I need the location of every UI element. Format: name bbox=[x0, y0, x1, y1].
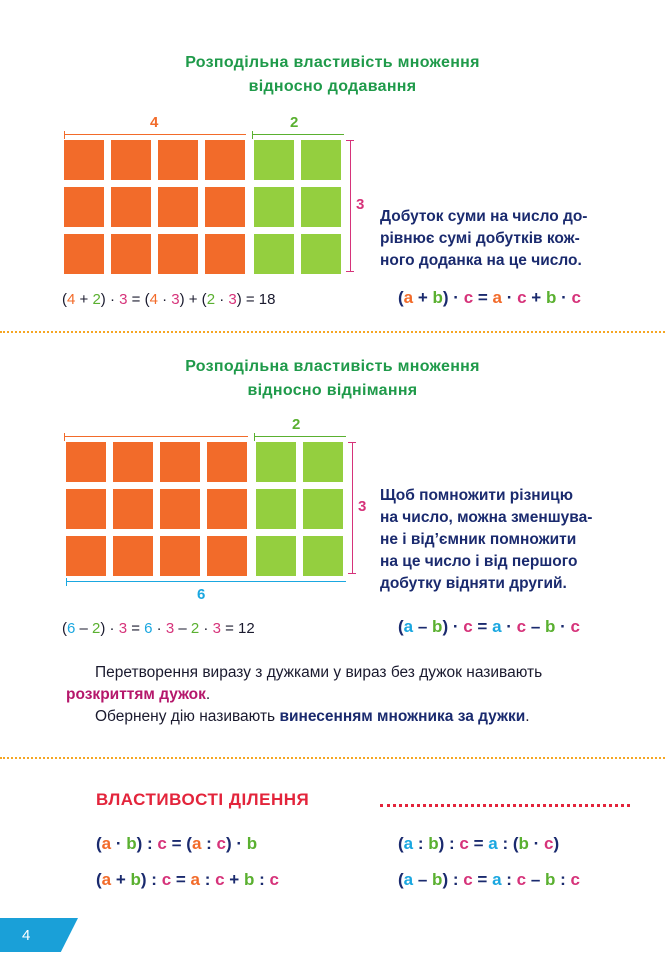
orange-square bbox=[66, 442, 106, 482]
divider-dotted-1 bbox=[0, 331, 665, 333]
ruler-top-orange-2 bbox=[64, 436, 248, 437]
ruler-side-pink-2 bbox=[352, 442, 353, 574]
label-top-2: 2 bbox=[290, 114, 299, 131]
green-square bbox=[254, 187, 294, 227]
orange-square bbox=[207, 489, 247, 529]
division-heading: ВЛАСТИВОСТІ ДІЛЕННЯ bbox=[96, 790, 310, 809]
orange-square bbox=[158, 234, 198, 274]
orange-square bbox=[66, 536, 106, 576]
divider-dotted-2 bbox=[0, 757, 665, 759]
page-number: 4 bbox=[22, 927, 31, 944]
page-number-tab bbox=[0, 918, 78, 952]
paragraph-line1: Перетворення виразу з дужками у вираз без дужок називають bbox=[95, 664, 543, 681]
orange-square bbox=[160, 536, 200, 576]
green-square bbox=[303, 536, 343, 576]
ruler-top-green-2 bbox=[254, 436, 346, 437]
orange-square bbox=[64, 187, 104, 227]
identity-subtraction: (a – b) · c = a · c – b · c bbox=[398, 617, 580, 636]
orange-square bbox=[207, 442, 247, 482]
rule-line: на число, можна зменшува- bbox=[380, 509, 593, 526]
orange-square bbox=[158, 140, 198, 180]
ruler-bottom-blue bbox=[66, 581, 346, 582]
ruler-side-tick-bottom-2 bbox=[348, 573, 356, 574]
green-square bbox=[301, 187, 341, 227]
green-square bbox=[256, 489, 296, 529]
orange-square bbox=[158, 187, 198, 227]
ruler-side-tick-top bbox=[346, 140, 354, 141]
section2-title-line1: Розподільна властивість множення bbox=[185, 358, 480, 375]
orange-square bbox=[160, 489, 200, 529]
ruler-top-orange bbox=[64, 134, 246, 135]
green-square bbox=[301, 234, 341, 274]
example-addition: (4 + 2) · 3 = (4 · 3) + (2 · 3) = 18 bbox=[62, 291, 276, 308]
term-opening-brackets: розкриттям дужок bbox=[66, 686, 206, 703]
paragraph-line2: Обернену дію називають винесенням множника за дужки. bbox=[95, 708, 530, 725]
rule-line: добутку відняти другий. bbox=[380, 575, 567, 592]
orange-square bbox=[207, 536, 247, 576]
example-subtraction: (6 – 2) · 3 = 6 · 3 – 2 · 3 = 12 bbox=[62, 620, 255, 637]
orange-square bbox=[205, 187, 245, 227]
orange-square bbox=[113, 489, 153, 529]
rule-line: рівнює сумі добутків кож- bbox=[380, 230, 580, 247]
heading-dots bbox=[380, 804, 630, 807]
label-top-2-s2: 2 bbox=[292, 416, 301, 433]
division-formula-2: (a : b) : c = a : (b · c) bbox=[398, 834, 560, 853]
section1-title-line2: відносно додавання bbox=[248, 78, 417, 95]
ruler-side-tick-bottom bbox=[346, 271, 354, 272]
green-square bbox=[303, 489, 343, 529]
area-model-addition bbox=[64, 140, 344, 274]
orange-square bbox=[113, 442, 153, 482]
division-formula-4: (a – b) : c = a : c – b : c bbox=[398, 870, 580, 889]
orange-square bbox=[64, 140, 104, 180]
paragraph-line1b: розкриттям дужок. bbox=[66, 686, 211, 703]
orange-square bbox=[111, 187, 151, 227]
orange-square bbox=[64, 234, 104, 274]
rule-line: Добуток суми на число до- bbox=[380, 208, 588, 225]
division-formula-3: (a + b) : c = a : c + b : c bbox=[96, 870, 279, 889]
rule-line: на це число і від першого bbox=[380, 553, 578, 570]
rule-line: ного доданка на це число. bbox=[380, 252, 582, 269]
orange-square bbox=[111, 140, 151, 180]
label-top-4: 4 bbox=[150, 114, 159, 131]
ruler-top-green bbox=[252, 134, 344, 135]
orange-square bbox=[66, 489, 106, 529]
rule-line: не і від’ємник помножити bbox=[380, 531, 577, 548]
section2-title-line2: відносно віднімання bbox=[247, 382, 418, 399]
orange-square bbox=[205, 234, 245, 274]
rule-text-addition bbox=[380, 206, 587, 272]
green-square bbox=[254, 140, 294, 180]
green-square bbox=[256, 536, 296, 576]
label-side-3-s2: 3 bbox=[358, 498, 367, 515]
orange-square bbox=[160, 442, 200, 482]
green-square bbox=[303, 442, 343, 482]
green-square bbox=[254, 234, 294, 274]
orange-square bbox=[113, 536, 153, 576]
green-square bbox=[301, 140, 341, 180]
orange-square bbox=[205, 140, 245, 180]
term-factoring-out: винесенням множника за дужки bbox=[279, 708, 526, 725]
area-model-subtraction bbox=[66, 442, 346, 576]
section1-title-line1: Розподільна властивість множення bbox=[185, 54, 480, 71]
orange-square bbox=[111, 234, 151, 274]
label-bottom-6: 6 bbox=[197, 586, 206, 603]
rule-line: Щоб помножити різницю bbox=[380, 487, 573, 504]
identity-addition: (a + b) · c = a · c + b · c bbox=[398, 288, 581, 307]
ruler-side-pink bbox=[350, 140, 351, 272]
rule-text-subtraction bbox=[380, 485, 592, 595]
division-formula-1: (a · b) : c = (a : c) · b bbox=[96, 834, 258, 853]
green-square bbox=[256, 442, 296, 482]
label-side-3: 3 bbox=[356, 196, 365, 213]
ruler-side-tick-top-2 bbox=[348, 442, 356, 443]
